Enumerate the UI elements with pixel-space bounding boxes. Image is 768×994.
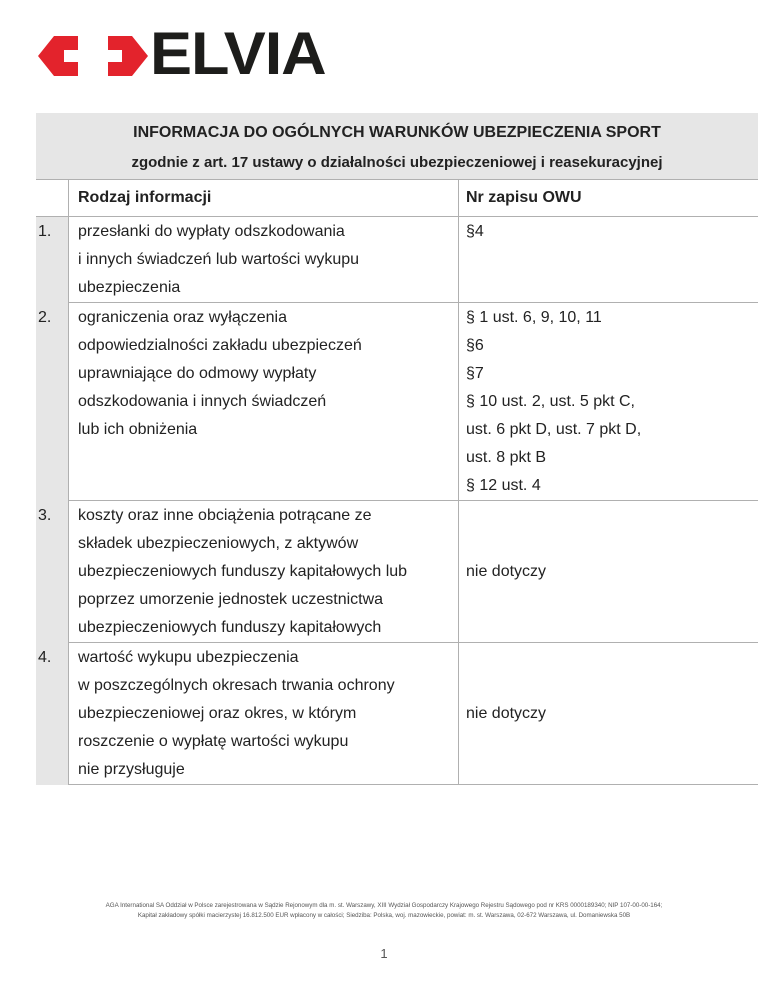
row-ref-cell: nie dotyczy xyxy=(459,643,759,785)
table-title-row xyxy=(36,113,758,149)
cross-logo-icon xyxy=(38,30,148,82)
row-number: 4. xyxy=(36,643,69,785)
footer-line-1: AGA International SA Oddział w Polsce zarejestrowana w Sądzie Rejonowym dla m. st. Warszawy, XIII Wydział Gospodarczy Krajowego Rejestru Sądowego pod nr KRS 0000189340; NIP 107-00-00-164; xyxy=(105,902,663,909)
legal-footer xyxy=(0,901,768,921)
row-ref-cell: §4 xyxy=(459,217,759,303)
row-type-cell: przesłanki do wypłaty odszkodowania i innych świadczeń lub wartości wykupu ubezpieczenia xyxy=(69,217,459,303)
table-title: INFORMACJA DO OGÓLNYCH WARUNKÓW UBEZPIECZENIA SPORT xyxy=(36,113,758,149)
row-type-cell: ograniczenia oraz wyłączenia odpowiedzialności zakładu ubezpieczeń uprawniające do odmowy wypłaty odszkodowania i innych świadczeń lub ich obniżenia xyxy=(69,303,459,501)
table-subtitle: zgodnie z art. 17 ustawy o działalności ubezpieczeniowej i reasekuracyjnej xyxy=(36,149,758,180)
info-table xyxy=(36,113,758,785)
column-header-type: Rodzaj informacji xyxy=(69,180,459,217)
row-ref-cell: § 1 ust. 6, 9, 10, 11 §6 §7 § 10 ust. 2, ust. 5 pkt C, ust. 6 pkt D, ust. 7 pkt D, ust. 8 pkt B § 12 ust. 4 xyxy=(459,303,759,501)
table-row xyxy=(36,643,758,785)
elvia-logo xyxy=(38,20,378,87)
table-row xyxy=(36,501,758,643)
table-row xyxy=(36,303,758,501)
row-type-cell: koszty oraz inne obciążenia potrącane ze składek ubezpieczeniowych, z aktywów ubezpieczeniowych funduszy kapitałowych lub poprzez umorzenie jednostek uczestnictwa ubezpieczeniowych funduszy kapitałowych xyxy=(69,501,459,643)
row-number: 3. xyxy=(36,501,69,643)
row-number: 2. xyxy=(36,303,69,501)
table-row xyxy=(36,217,758,303)
row-type-cell: wartość wykupu ubezpieczenia w poszczególnych okresach trwania ochrony ubezpieczeniowej oraz okres, w którym roszczenie o wypłatę wartości wykupu nie przysługuje xyxy=(69,643,459,785)
logo-wordmark: ELVIA xyxy=(150,20,326,87)
row-ref-cell: nie dotyczy xyxy=(459,501,759,643)
column-header-ref: Nr zapisu OWU xyxy=(459,180,759,217)
page-number: 1 xyxy=(380,946,388,961)
column-header-row xyxy=(36,180,758,217)
row-number: 1. xyxy=(36,217,69,303)
footer-line-2: Kapitał zakładowy spółki macierzystej 16.812.500 EUR wpłacony w całości; Siedziba: Polska, woj. mazowieckie, powiat: m. st. Warszawa, 02-672 Warszawa, ul. Domaniewska 50B xyxy=(137,912,631,919)
table-subtitle-row xyxy=(36,149,758,180)
